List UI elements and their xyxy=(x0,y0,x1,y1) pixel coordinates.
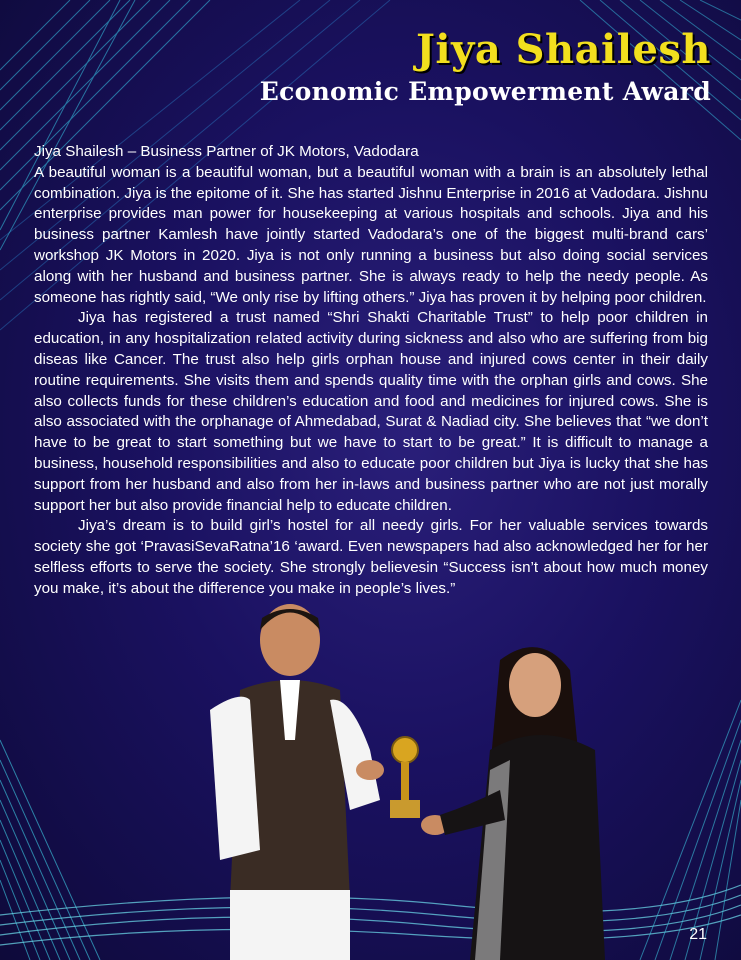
presenter-figure xyxy=(210,604,380,960)
page-title: Jiya Shailesh xyxy=(415,26,711,73)
byline: Jiya Shailesh – Business Partner of JK Motors, Vadodara xyxy=(34,143,419,160)
trophy-icon xyxy=(390,737,420,818)
article-paragraph-3: Jiya’s dream is to build girl’s hostel for all needy girls. For her valuable services towards society she got ‘PravasiSevaRatna’16 ‘award. Even newspapers had also acknowledged her for her selfless efforts to serve the society. She strongly believesin “Success isn’t about how much money you make, it’s about the difference you make in people’s lives.” xyxy=(34,517,708,597)
article-body xyxy=(34,142,708,600)
article-paragraph-2: Jiya has registered a trust named “Shri Shakti Charitable Trust” to help poor children in education, in any hospitalization related activity during sickness and also who are suffering from big diseas like Cancer. The trust also help girls orphan house and injured cows center in their daily routine requirements. She visits them and spends quality time with the orphan girls and cows. She also collects funds for these children’s education and food and medicines for injured cows. She is also associated with the orphanage of Ahmedabad, Surat & Nadiad city. She believes that “we don’t have to be great to start something but we have to start to be great.” It is difficult to manage a business, household responsibilities and also to educate poor children but Jiya is lucky that she has support from her husband and also from her in-laws and business partner who are not just morally support her but also provide financial help to educate children. xyxy=(34,309,708,514)
award-subtitle: Economic Empowerment Award xyxy=(259,77,711,106)
page-number: 21 xyxy=(689,926,707,943)
awardee-figure xyxy=(440,647,605,960)
article-paragraph-1: A beautiful woman is a beautiful woman, but a beautiful woman with a brain is an absolutely lethal combination. Jiya is the epitome of it. She has started Jishnu Enterprise in 2016 at Vadodara. Jishnu enterprise provides man power for housekeeping at various hospitals and schools. Jiya and his business partner Kamlesh have jointly started Vadodara’s one of the biggest multi-brand cars’ workshop JK Motors in 2020. Jiya is not only running a business but also doing social services along with her husband and business partner. She is always ready to help the needy people. As someone has rightly said, “We only rise by lifting others.” Jiya has proven it by helping poor children. xyxy=(34,163,708,306)
award-ceremony-photo xyxy=(200,600,620,960)
